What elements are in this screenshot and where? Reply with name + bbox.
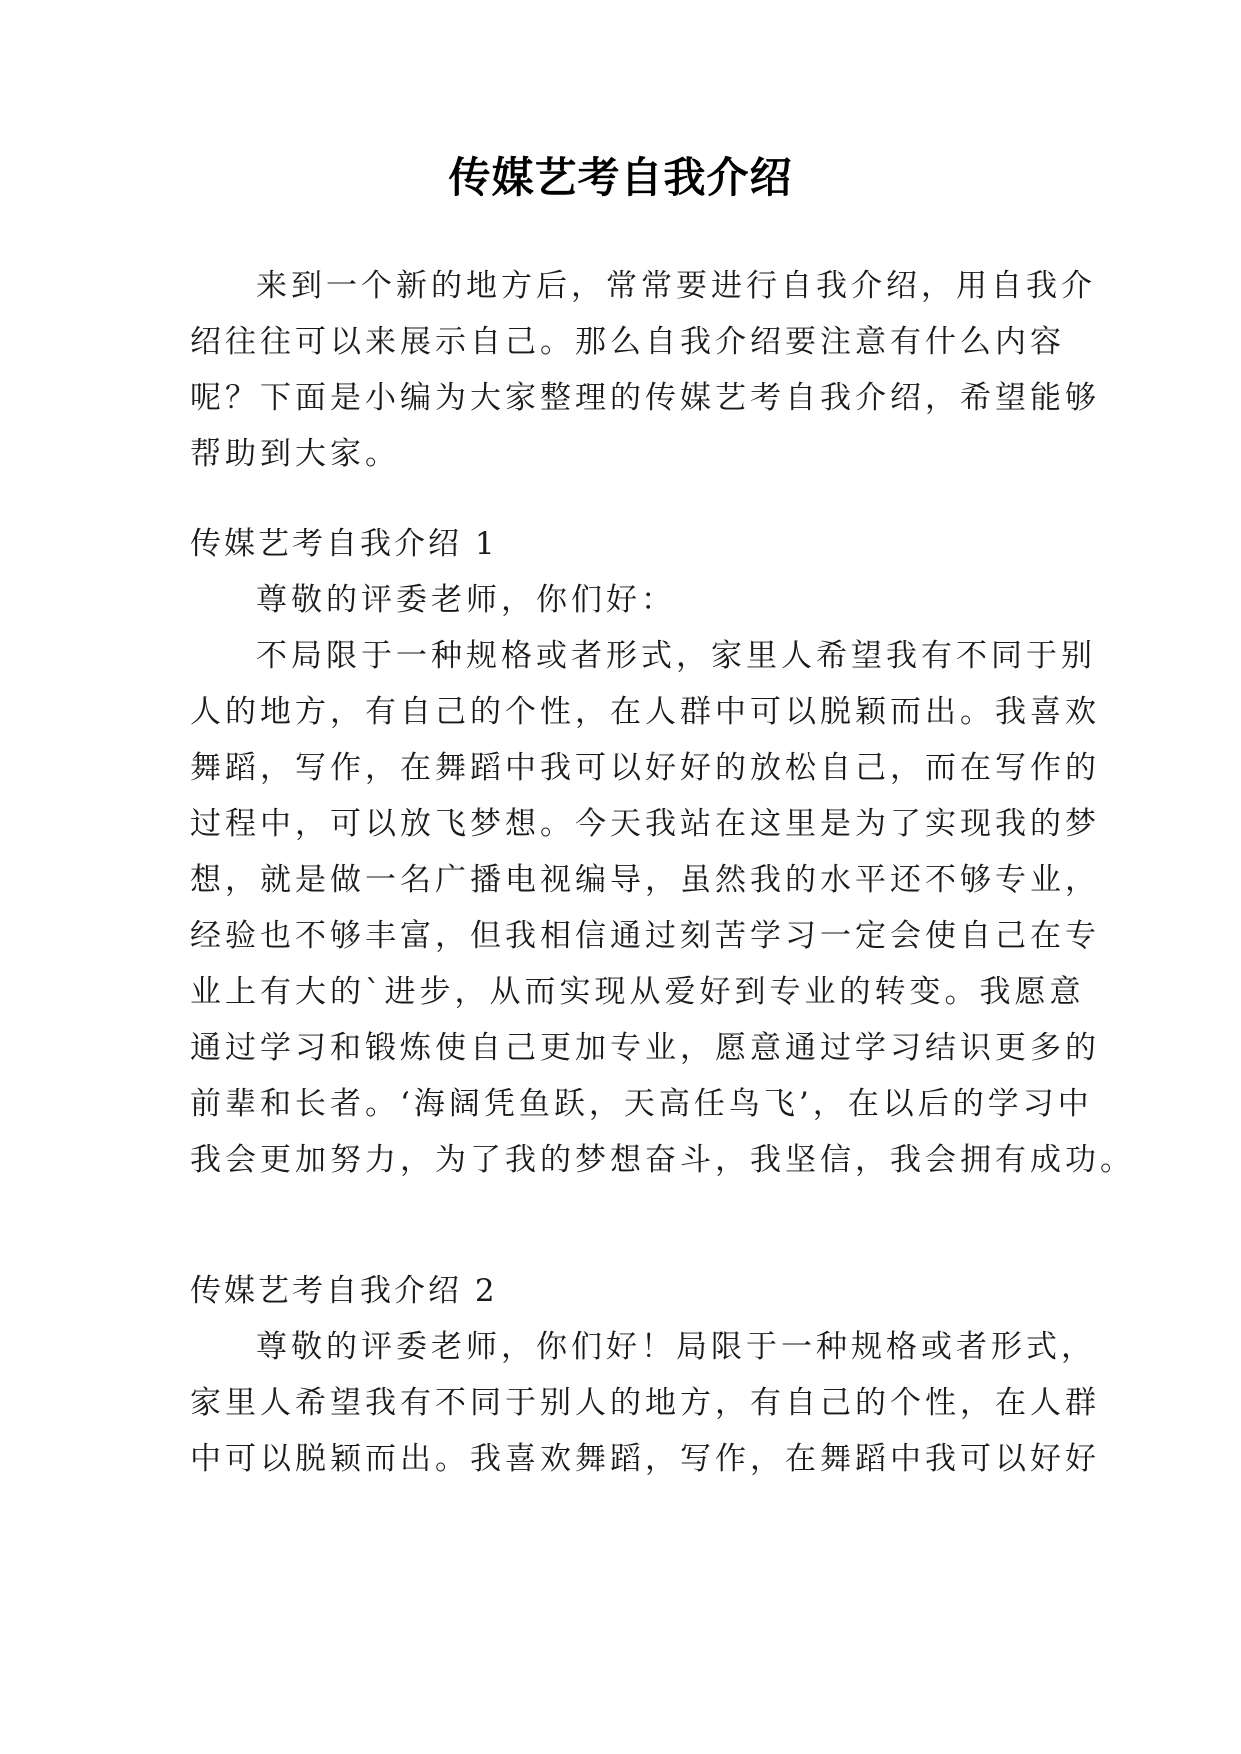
section-2-line: 中可以脱颖而出。我喜欢舞蹈，写作，在舞蹈中我可以好好 [190,1441,1100,1477]
intro-line: 帮助到大家。 [190,436,400,472]
section-2-line: 家里人希望我有不同于别人的地方，有自己的个性，在人群 [190,1385,1100,1421]
section-1-line: 过程中，可以放飞梦想。今天我站在这里是为了实现我的梦 [190,806,1100,842]
section-1-line: 经验也不够丰富，但我相信通过刻苦学习一定会使自己在专 [190,918,1100,954]
section-2 [190,1263,1100,1487]
intro-paragraph [190,258,1100,482]
section-2-line: 尊敬的评委老师，你们好！局限于一种规格或者形式， [256,1329,1096,1365]
section-1 [190,516,1135,1188]
section-1-line: 通过学习和锻炼使自己更加专业，愿意通过学习结识更多的 [190,1030,1100,1066]
section-1-line: 想，就是做一名广播电视编导，虽然我的水平还不够专业， [190,862,1100,898]
intro-line: 绍往往可以来展示自己。那么自我介绍要注意有什么内容 [190,324,1065,360]
section-1-line: 业上有大的`进步，从而实现从爱好到专业的转变。我愿意 [190,974,1085,1010]
document-title: 传媒艺考自我介绍 [448,153,793,202]
section-1-line: 我会更加努力，为了我的梦想奋斗，我坚信，我会拥有成功。 [190,1142,1135,1178]
section-1-greeting: 尊敬的评委老师，你们好： [256,582,676,618]
section-1-line: 舞蹈，写作，在舞蹈中我可以好好的放松自己，而在写作的 [190,750,1100,786]
section-1-line: 不局限于一种规格或者形式，家里人希望我有不同于别 [256,638,1096,674]
section-1-line: 人的地方，有自己的个性，在人群中可以脱颖而出。我喜欢 [190,694,1100,730]
intro-line: 来到一个新的地方后，常常要进行自我介绍，用自我介 [256,268,1096,304]
section-2-heading: 传媒艺考自我介绍 2 [190,1273,498,1309]
section-1-heading: 传媒艺考自我介绍 1 [190,526,498,562]
intro-line: 呢？下面是小编为大家整理的传媒艺考自我介绍，希望能够 [190,380,1100,416]
section-1-line: 前辈和长者。‘海阔凭鱼跃，天高任鸟飞’，在以后的学习中 [190,1086,1093,1122]
